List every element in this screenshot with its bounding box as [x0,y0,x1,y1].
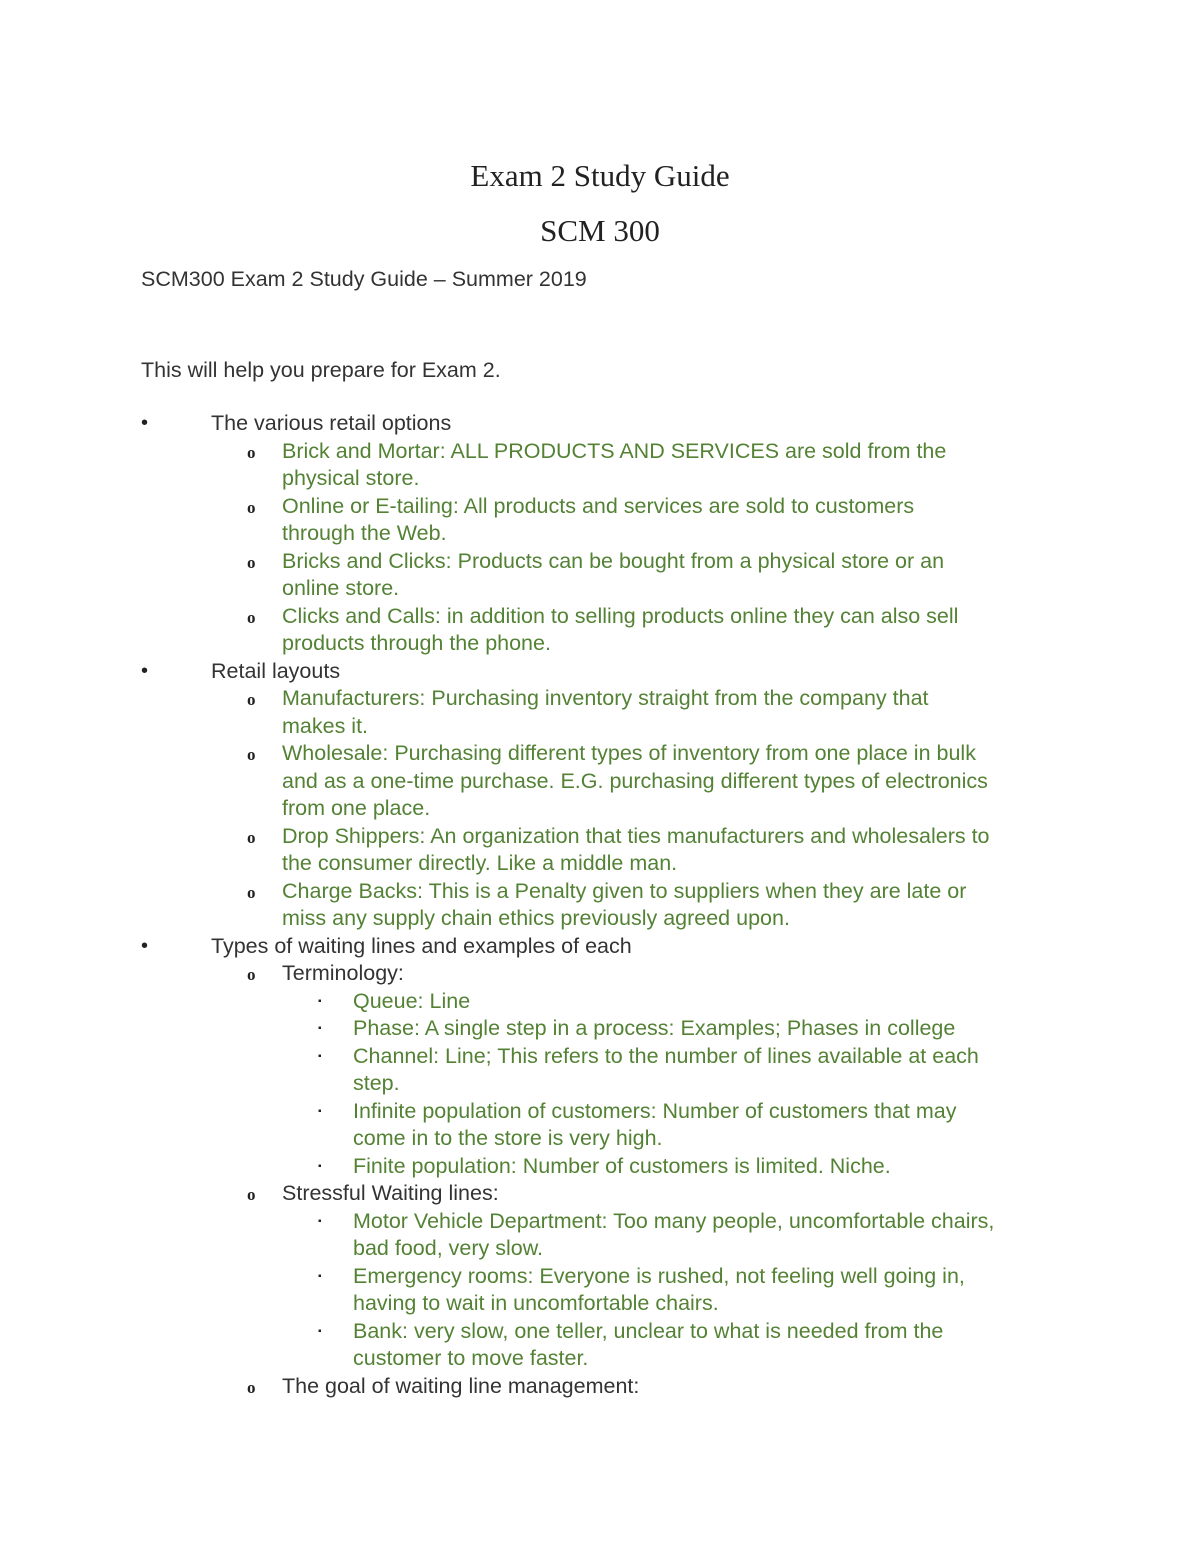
document-title: Exam 2 Study Guide [470,158,730,193]
circle-bullet-icon: o [247,497,256,517]
circle-bullet-icon: o [247,607,256,627]
subsection-label: Stressful Waiting lines: [282,1181,499,1205]
square-bullet-icon: ▪ [318,1215,322,1227]
list-item-text: Clicks and Calls: in addition to selling products online they can also sell [282,603,959,628]
sub-item-text: having to wait in uncomfortable chairs. [353,1291,719,1315]
sub-item-text: Finite population: Number of customers is limited. Niche. [353,1153,891,1178]
square-bullet-icon: ▪ [318,1160,322,1172]
section-heading: Types of waiting lines and examples of each [211,933,632,958]
circle-bullet-icon: o [247,552,256,572]
sub-item-text: Channel: Line; This refers to the number of lines available at each [353,1043,979,1068]
bullet-icon: • [141,412,149,434]
circle-bullet-icon: o [247,745,256,764]
bullet-icon: • [141,934,149,957]
list-item-text: Wholesale: Purchasing different types of inventory from one place in bulk [282,741,976,765]
section-heading: Retail layouts [211,658,341,683]
list-item-text: Drop Shippers: An organization that ties manufacturers and wholesalers to [282,823,990,848]
list-item-text: miss any supply chain ethics previously agreed upon. [282,906,790,930]
list-item-text: makes it. [282,713,369,738]
list-item-text: Brick and Mortar: ALL PRODUCTS AND SERVICES are sold from the [282,438,947,463]
list-item-text: products through the phone. [282,631,551,655]
sub-item-text: come in to the store is very high. [353,1126,663,1150]
list-item-text: the consumer directly. Like a middle man. [282,851,678,875]
list-item-text: through the Web. [282,521,447,545]
sub-item-text: Motor Vehicle Department: Too many people, uncomfortable chairs, [353,1208,995,1233]
sub-item-text: Emergency rooms: Everyone is rushed, not feeling well going in, [353,1263,965,1288]
square-bullet-icon: ▪ [318,1325,322,1337]
circle-bullet-icon: o [247,1377,256,1397]
list-item-text: from one place. [282,796,431,820]
square-bullet-icon: ▪ [318,1023,322,1034]
sub-item-text: Phase: A single step in a process: Examples; Phases in college [353,1016,956,1040]
list-item-text: online store. [282,576,400,600]
circle-bullet-icon: o [247,690,256,709]
sub-item-text: customer to move faster. [353,1346,589,1370]
course-code: SCM 300 [540,213,660,248]
list-item-text: and as a one-time purchase. E.G. purchasing different types of electronics [282,768,988,793]
subsection-label: The goal of waiting line management: [282,1373,640,1398]
circle-bullet-icon: o [247,442,256,462]
list-item-text: Manufacturers: Purchasing inventory straight from the company that [282,686,929,710]
document-subtitle: SCM300 Exam 2 Study Guide – Summer 2019 [141,267,587,291]
intro-text: This will help you prepare for Exam 2. [141,358,501,382]
list-item-text: physical store. [282,466,420,490]
circle-bullet-icon: o [247,965,256,984]
subsection-label: Terminology: [282,961,404,985]
circle-bullet-icon: o [247,882,256,902]
sub-item-text: Queue: Line [353,988,471,1013]
list-item-text: Online or E-tailing: All products and services are sold to customers [282,493,915,518]
sub-item-text: Bank: very slow, one teller, unclear to what is needed from the [353,1318,944,1343]
square-bullet-icon: ▪ [318,995,322,1007]
circle-bullet-icon: o [247,1185,256,1204]
list-item-text: Charge Backs: This is a Penalty given to suppliers when they are late or [282,878,967,903]
sub-item-text: step. [353,1071,400,1095]
square-bullet-icon: ▪ [318,1050,322,1062]
square-bullet-icon: ▪ [318,1105,322,1117]
list-item-text: Bricks and Clicks: Products can be bought from a physical store or an [282,548,945,573]
sub-item-text: Infinite population of customers: Number of customers that may [353,1098,957,1123]
circle-bullet-icon: o [247,827,256,847]
bullet-icon: • [141,659,149,682]
sub-item-text: bad food, very slow. [353,1236,544,1260]
square-bullet-icon: ▪ [318,1270,322,1282]
section-heading: The various retail options [211,411,452,435]
